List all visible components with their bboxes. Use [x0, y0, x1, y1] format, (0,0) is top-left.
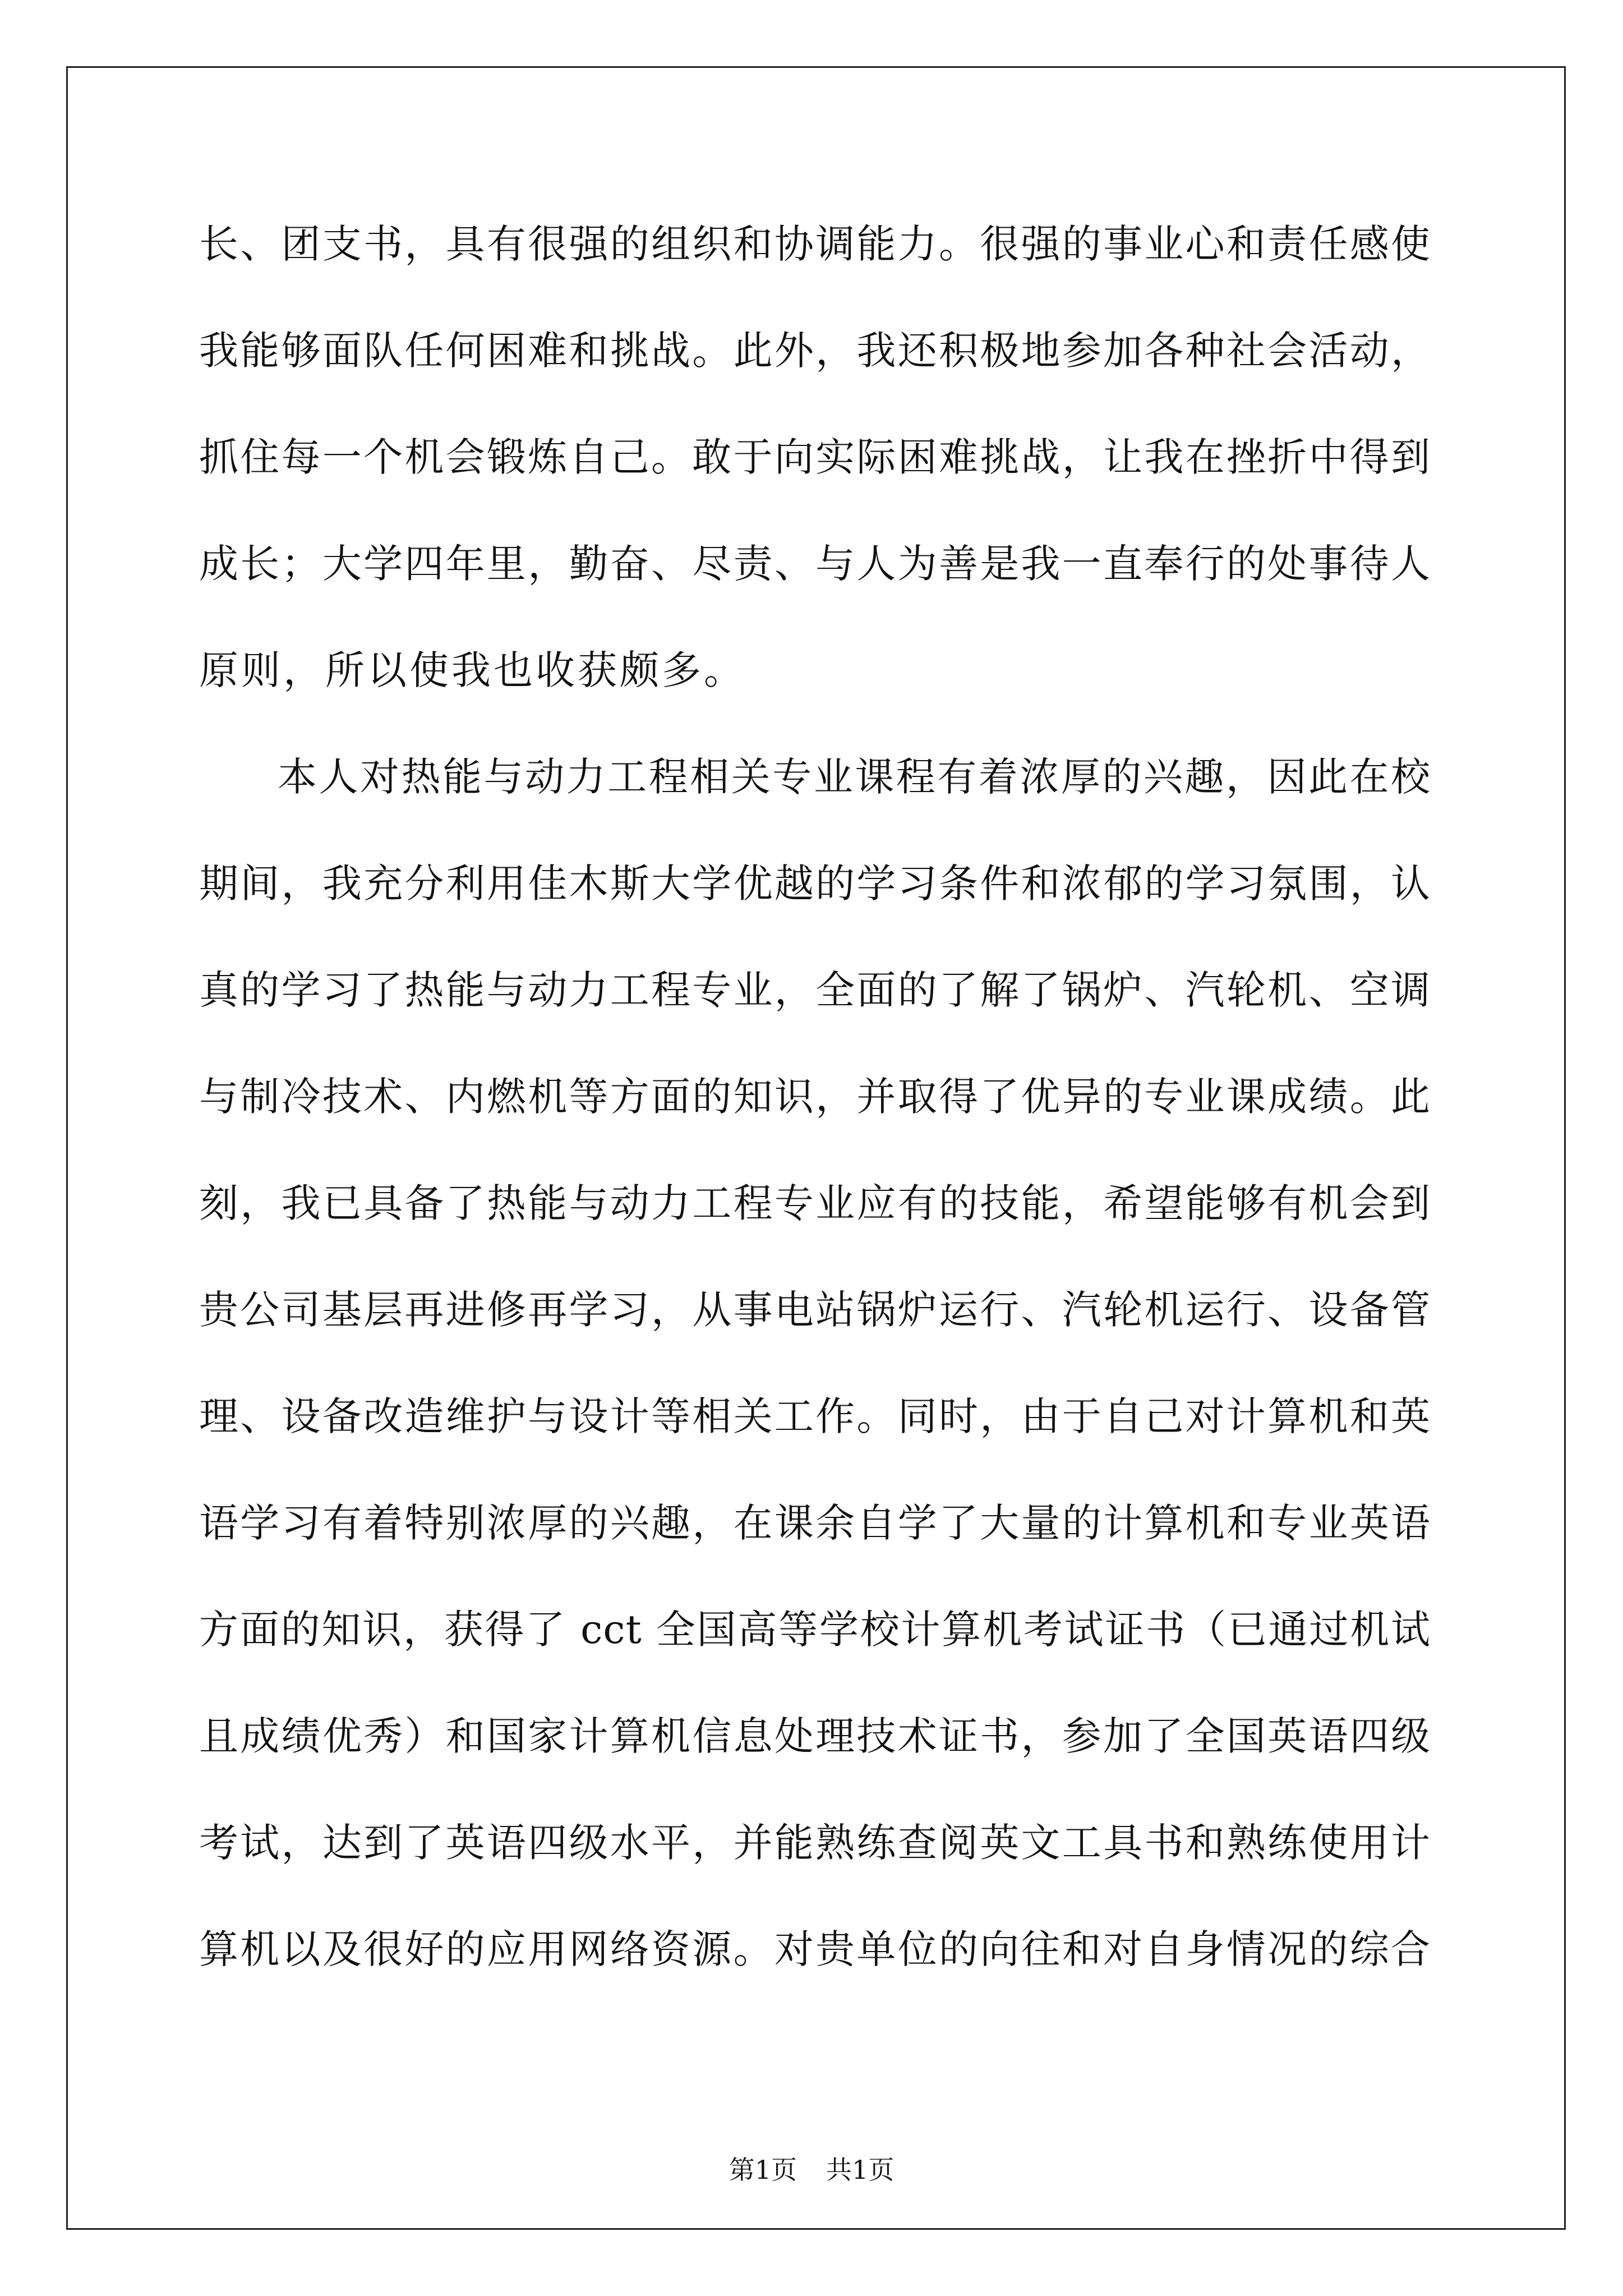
text-line: 长、团支书，具有很强的组织和协调能力。很强的事业心和责任感使	[199, 221, 1431, 267]
page-border	[66, 66, 1566, 2230]
page-total: 共1页	[826, 2155, 895, 2185]
text-line: 刻，我已具备了热能与动力工程专业应有的技能，希望能够有机会到	[199, 1180, 1431, 1226]
text-line: 与制冷技术、内燃机等方面的知识，并取得了优异的专业课成绩。此	[199, 1074, 1431, 1120]
text-line: 我能够面队任何困难和挑战。此外，我还积极地参加各种社会活动，	[199, 328, 1431, 374]
text-line: 考试，达到了英语四级水平，并能熟练查阅英文工具书和熟练使用计	[199, 1820, 1431, 1866]
text-line: 期间，我充分利用佳木斯大学优越的学习条件和浓郁的学习氛围，认	[199, 861, 1431, 907]
page-number: 第1页	[728, 2155, 797, 2185]
text-line: 方面的知识，获得了 cct 全国高等学校计算机考试证书（已通过机试	[199, 1607, 1431, 1653]
page-footer	[0, 2153, 1623, 2187]
text-line: 原则，所以使我也收获颇多。	[199, 647, 746, 693]
text-line: 语学习有着特别浓厚的兴趣，在课余自学了大量的计算机和专业英语	[199, 1500, 1431, 1546]
text-line: 本人对热能与动力工程相关专业课程有着浓厚的兴趣，因此在校	[278, 754, 1431, 800]
text-line: 理、设备改造维护与设计等相关工作。同时，由于自己对计算机和英	[199, 1393, 1431, 1439]
text-line: 且成绩优秀）和国家计算机信息处理技术证书，参加了全国英语四级	[199, 1713, 1431, 1759]
text-line: 成长；大学四年里，勤奋、尽责、与人为善是我一直奉行的处事待人	[199, 541, 1431, 587]
text-line: 真的学习了热能与动力工程专业，全面的了解了锅炉、汽轮机、空调	[199, 967, 1431, 1013]
text-line: 贵公司基层再进修再学习，从事电站锅炉运行、汽轮机运行、设备管	[199, 1287, 1431, 1333]
text-line: 算机以及很好的应用网络资源。对贵单位的向往和对自身情况的综合	[199, 1926, 1431, 1972]
text-line: 抓住每一个机会锻炼自己。敢于向实际困难挑战，让我在挫折中得到	[199, 434, 1431, 480]
